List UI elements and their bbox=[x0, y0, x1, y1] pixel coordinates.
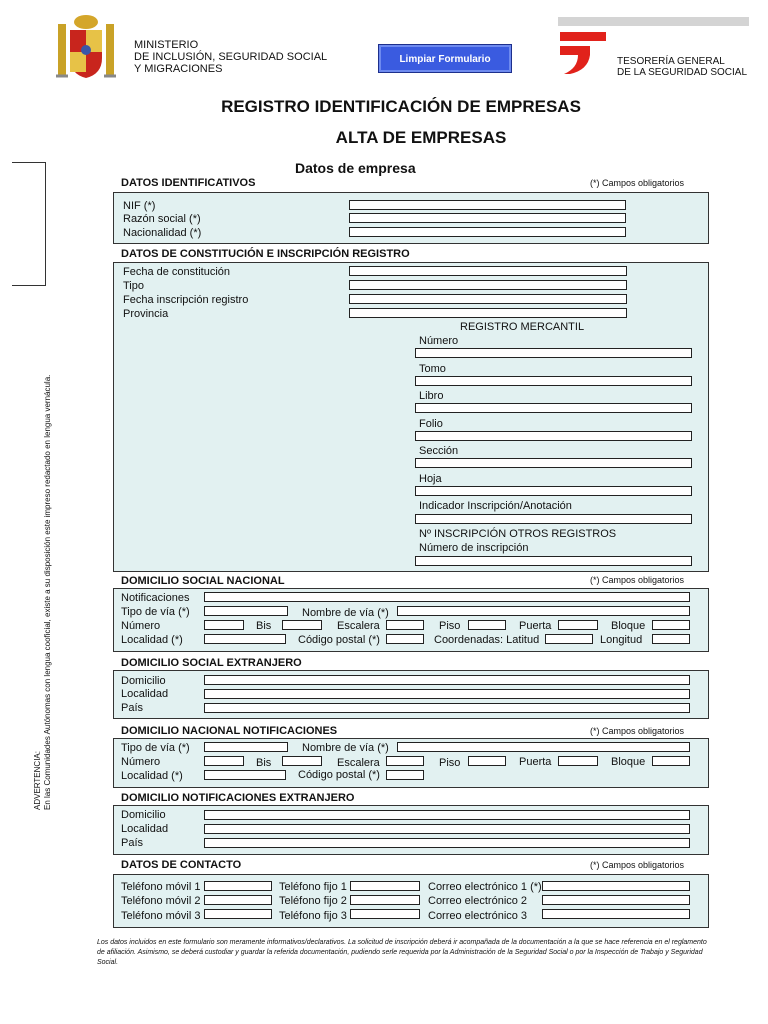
nif-input[interactable] bbox=[349, 200, 626, 210]
ext-localidad-label: Localidad bbox=[121, 688, 169, 700]
numero-reg-label: Número bbox=[419, 335, 459, 347]
required-note-dom-nacional: (*) Campos obligatorios bbox=[590, 575, 685, 585]
movil1-label: Teléfono móvil 1 bbox=[121, 881, 201, 893]
dom-notif-title: DOMICILIO NACIONAL NOTIFICACIONES bbox=[121, 725, 338, 737]
numero-reg-input[interactable] bbox=[415, 348, 692, 358]
header-gray-bar bbox=[558, 17, 749, 26]
tipo-input[interactable] bbox=[349, 280, 627, 290]
folio-label: Folio bbox=[419, 418, 443, 430]
tipo-via-label: Tipo de vía (*) bbox=[121, 606, 190, 618]
notif-cp-label: Código postal (*) bbox=[298, 769, 380, 781]
notif-puerta-label: Puerta bbox=[519, 756, 552, 768]
notif-piso-input[interactable] bbox=[468, 756, 506, 766]
notif-ext-localidad-input[interactable] bbox=[204, 824, 690, 834]
notif-tipo-via-label: Tipo de vía (*) bbox=[121, 742, 190, 754]
numero-input[interactable] bbox=[204, 620, 244, 630]
notificaciones-input[interactable] bbox=[204, 592, 690, 602]
bloque-label: Bloque bbox=[611, 620, 646, 632]
bis-label: Bis bbox=[256, 620, 272, 632]
bloque-input[interactable] bbox=[652, 620, 690, 630]
notif-numero-label: Número bbox=[121, 756, 161, 768]
page-subtitle: ALTA DE EMPRESAS bbox=[335, 128, 507, 147]
correo3-label: Correo electrónico 3 bbox=[428, 910, 528, 922]
libro-label: Libro bbox=[419, 390, 444, 402]
escalera-input[interactable] bbox=[386, 620, 424, 630]
movil1-input[interactable] bbox=[204, 881, 272, 891]
nacionalidad-label: Nacionalidad (*) bbox=[123, 227, 202, 239]
ext-domicilio-input[interactable] bbox=[204, 675, 690, 685]
ministry-line-3: Y MIGRACIONES bbox=[134, 63, 223, 75]
notif-ext-domicilio-input[interactable] bbox=[204, 810, 690, 820]
clear-form-button[interactable]: Limpiar Formulario bbox=[378, 44, 512, 73]
ministry-line-1: MINISTERIO bbox=[134, 39, 199, 51]
movil3-label: Teléfono móvil 3 bbox=[121, 910, 201, 922]
required-note-contacto: (*) Campos obligatorios bbox=[590, 860, 685, 870]
movil3-input[interactable] bbox=[204, 909, 272, 919]
side-warning bbox=[33, 340, 53, 810]
footer-disclaimer: Los datos incluidos en este formulario son meramente informativos/declarativos. La solicitud de inscripción deberá ir acompañada de la documentación a la que se hace referencia en el reglamento de afiliación. Asimismo, se deberá custodiar y guardar la referida documentación, pudiendo serle requerida por la Administración de la Seguridad Social o por la Inspección de Trabajo y Seguridad Social. bbox=[97, 939, 707, 966]
localidad-input[interactable] bbox=[204, 634, 286, 644]
fijo3-label: Teléfono fijo 3 bbox=[279, 910, 347, 922]
notif-bloque-input[interactable] bbox=[652, 756, 690, 766]
fecha-const-input[interactable] bbox=[349, 266, 627, 276]
const-section-title: DATOS DE CONSTITUCIÓN E INSCRIPCIÓN REGISTRO bbox=[121, 248, 410, 260]
notif-ext-pais-input[interactable] bbox=[204, 838, 690, 848]
nombre-via-label: Nombre de vía (*) bbox=[302, 607, 389, 619]
notif-tipo-via-input[interactable] bbox=[204, 742, 288, 752]
notif-ext-localidad-label: Localidad bbox=[121, 823, 169, 835]
numero-label: Número bbox=[121, 620, 161, 632]
notif-localidad-input[interactable] bbox=[204, 770, 286, 780]
nacionalidad-input[interactable] bbox=[349, 227, 626, 237]
hoja-input[interactable] bbox=[415, 486, 692, 496]
notif-escalera-label: Escalera bbox=[337, 757, 380, 769]
seccion-label: Sección bbox=[419, 445, 459, 457]
notif-cp-input[interactable] bbox=[386, 770, 424, 780]
folio-input[interactable] bbox=[415, 431, 692, 441]
notif-ext-domicilio-label: Domicilio bbox=[121, 809, 166, 821]
ident-section-title: DATOS IDENTIFICATIVOS bbox=[121, 177, 256, 189]
indicador-input[interactable] bbox=[415, 514, 692, 524]
required-note-ident: (*) Campos obligatorios bbox=[590, 178, 685, 188]
movil2-input[interactable] bbox=[204, 895, 272, 905]
cp-label: Código postal (*) bbox=[298, 634, 380, 646]
dom-nacional-title: DOMICILIO SOCIAL NACIONAL bbox=[121, 575, 285, 587]
ext-pais-input[interactable] bbox=[204, 703, 690, 713]
indicador-label: Indicador Inscripción/Anotación bbox=[419, 500, 572, 512]
dom-extranjero-title: DOMICILIO SOCIAL EXTRANJERO bbox=[121, 657, 302, 669]
correo1-label: Correo electrónico 1 (*) bbox=[428, 881, 542, 893]
localidad-label: Localidad (*) bbox=[121, 634, 183, 646]
provincia-label: Provincia bbox=[123, 308, 169, 320]
cp-input[interactable] bbox=[386, 634, 424, 644]
notif-puerta-input[interactable] bbox=[558, 756, 598, 766]
fecha-insc-label: Fecha inscripción registro bbox=[123, 294, 249, 306]
latitud-input[interactable] bbox=[545, 634, 593, 644]
notif-piso-label: Piso bbox=[439, 757, 461, 769]
provincia-input[interactable] bbox=[349, 308, 627, 318]
correo2-input[interactable] bbox=[542, 895, 690, 905]
side-warning-text: En las Comunidades Autónomas con lengua cooficial, existe a su disposición este impreso redactado en lengua vernácula. bbox=[43, 374, 52, 810]
correo2-label: Correo electrónico 2 bbox=[428, 895, 528, 907]
notif-bis-label: Bis bbox=[256, 757, 272, 769]
fijo1-label: Teléfono fijo 1 bbox=[279, 881, 347, 893]
num-insc-label: Número de inscripción bbox=[419, 542, 529, 554]
piso-label: Piso bbox=[439, 620, 461, 632]
notif-nombre-via-input[interactable] bbox=[397, 742, 690, 752]
otros-registros-label: Nº INSCRIPCIÓN OTROS REGISTROS bbox=[419, 528, 617, 540]
registro-mercantil-label: REGISTRO MERCANTIL bbox=[460, 321, 585, 333]
section-heading: Datos de empresa bbox=[295, 160, 416, 176]
correo1-input[interactable] bbox=[542, 881, 690, 891]
razon-label: Razón social (*) bbox=[123, 213, 201, 225]
num-insc-input[interactable] bbox=[415, 556, 692, 566]
ext-pais-label: País bbox=[121, 702, 144, 714]
page-title: REGISTRO IDENTIFICACIÓN DE EMPRESAS bbox=[221, 97, 581, 116]
notif-bis-input[interactable] bbox=[282, 756, 322, 766]
notif-localidad-label: Localidad (*) bbox=[121, 770, 183, 782]
bis-input[interactable] bbox=[282, 620, 322, 630]
notif-escalera-input[interactable] bbox=[386, 756, 424, 766]
nombre-via-input[interactable] bbox=[397, 606, 690, 616]
libro-input[interactable] bbox=[415, 403, 692, 413]
longitud-label: Longitud bbox=[600, 634, 643, 646]
fijo2-label: Teléfono fijo 2 bbox=[279, 895, 347, 907]
tgss-logo bbox=[560, 32, 606, 74]
movil2-label: Teléfono móvil 2 bbox=[121, 895, 201, 907]
ministry-line-2: DE INCLUSIÓN, SEGURIDAD SOCIAL bbox=[134, 51, 328, 63]
coat-of-arms-logo bbox=[50, 12, 122, 84]
ext-localidad-input[interactable] bbox=[204, 689, 690, 699]
tgss-line-1: TESORERÍA GENERAL bbox=[617, 56, 725, 67]
tgss-line-2: DE LA SEGURIDAD SOCIAL bbox=[617, 67, 748, 78]
tipo-via-input[interactable] bbox=[204, 606, 288, 616]
longitud-input[interactable] bbox=[652, 634, 690, 644]
tipo-label: Tipo bbox=[123, 280, 144, 292]
fijo2-input[interactable] bbox=[350, 895, 420, 905]
razon-input[interactable] bbox=[349, 213, 626, 223]
side-warning-title: ADVERTENCIA: bbox=[33, 751, 42, 810]
puerta-input[interactable] bbox=[558, 620, 598, 630]
nif-label: NIF (*) bbox=[123, 200, 156, 212]
piso-input[interactable] bbox=[468, 620, 506, 630]
notificaciones-label: Notificaciones bbox=[121, 592, 190, 604]
escalera-label: Escalera bbox=[337, 620, 380, 632]
tomo-input[interactable] bbox=[415, 376, 692, 386]
puerta-label: Puerta bbox=[519, 620, 552, 632]
fijo3-input[interactable] bbox=[350, 909, 420, 919]
notif-nombre-via-label: Nombre de vía (*) bbox=[302, 742, 389, 754]
dom-notif-ext-title: DOMICILIO NOTIFICACIONES EXTRANJERO bbox=[121, 792, 355, 804]
notif-ext-pais-label: País bbox=[121, 837, 144, 849]
side-bracket bbox=[12, 162, 46, 286]
contacto-title: DATOS DE CONTACTO bbox=[121, 859, 242, 871]
notif-bloque-label: Bloque bbox=[611, 756, 646, 768]
notif-numero-input[interactable] bbox=[204, 756, 244, 766]
required-note-dom-notif: (*) Campos obligatorios bbox=[590, 726, 685, 736]
fijo1-input[interactable] bbox=[350, 881, 420, 891]
ext-domicilio-label: Domicilio bbox=[121, 675, 166, 687]
fecha-const-label: Fecha de constitución bbox=[123, 266, 231, 278]
coordenadas-label: Coordenadas: Latitud bbox=[434, 634, 540, 646]
seccion-input[interactable] bbox=[415, 458, 692, 468]
correo3-input[interactable] bbox=[542, 909, 690, 919]
tomo-label: Tomo bbox=[419, 363, 446, 375]
fecha-insc-input[interactable] bbox=[349, 294, 627, 304]
hoja-label: Hoja bbox=[419, 473, 442, 485]
